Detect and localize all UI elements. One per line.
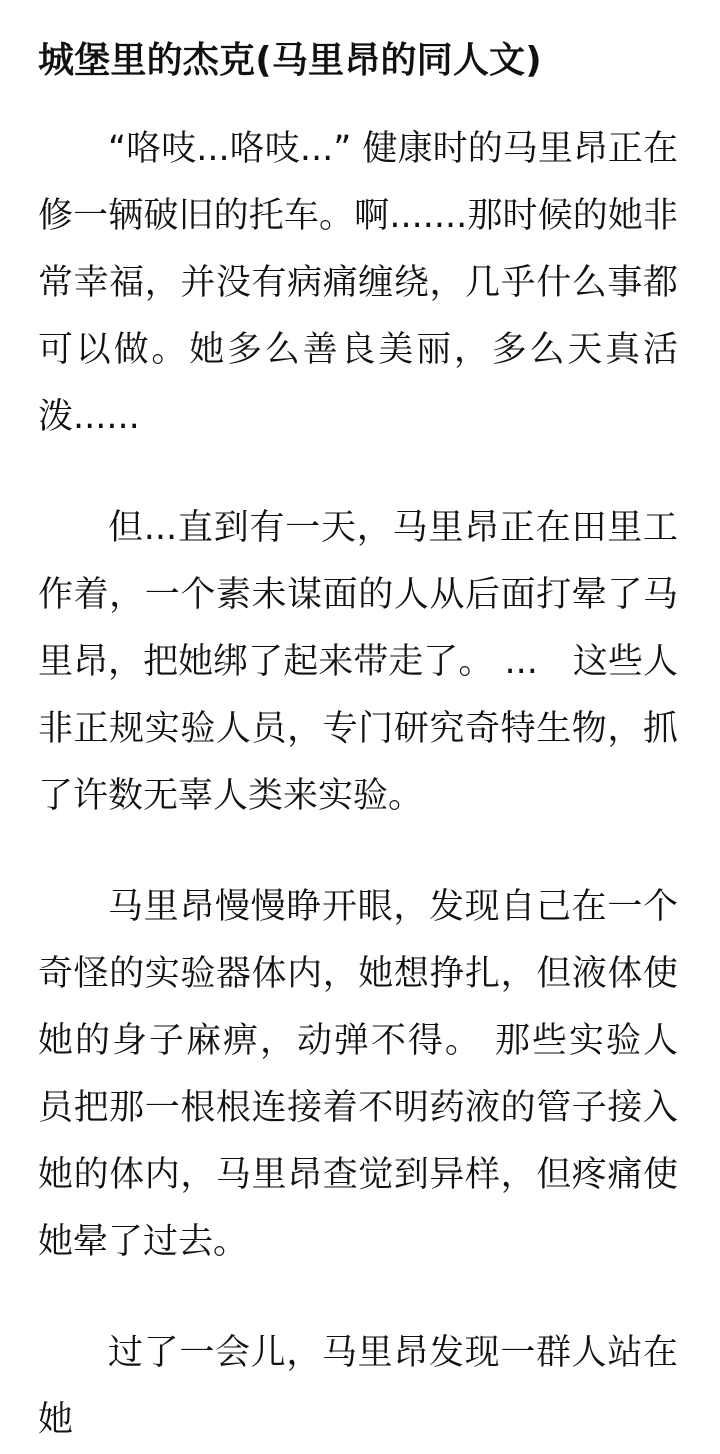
article-body [38,116,678,1454]
article-paragraph-1: “咯吱...咯吱...” 健康时的马里昂正在修一辆破旧的托车。啊.......那时候的她非常幸福，并没有病痛缠绕，几乎什么事都可以做。她多么善良美丽，多么天真活泼...... [38,129,678,437]
article-paragraph-2: 但...直到有一天，马里昂正在田里工作着，一个素未谋面的人从后面打晕了马里昂，把她绑了起来带走了。 ... 这些人非正规实验人员，专门研究奇特生物，抓了许数无辜人类来实验。 [38,508,678,816]
article-title: 城堡里的杰克(马里昂的同人文) [38,40,542,81]
article-paragraph-3: 马里昂慢慢睁开眼，发现自己在一个奇怪的实验器体内，她想挣扎，但液体使她的身子麻痹，动弹不得。 那些实验人员把那一根根连接着不明药液的管子接入她的体内，马里昂查觉到异样，但疼痛使她晕了过去。 [38,887,678,1262]
article-paragraph-4: 过了一会儿，马里昂发现一群人站在她 [38,1333,678,1440]
